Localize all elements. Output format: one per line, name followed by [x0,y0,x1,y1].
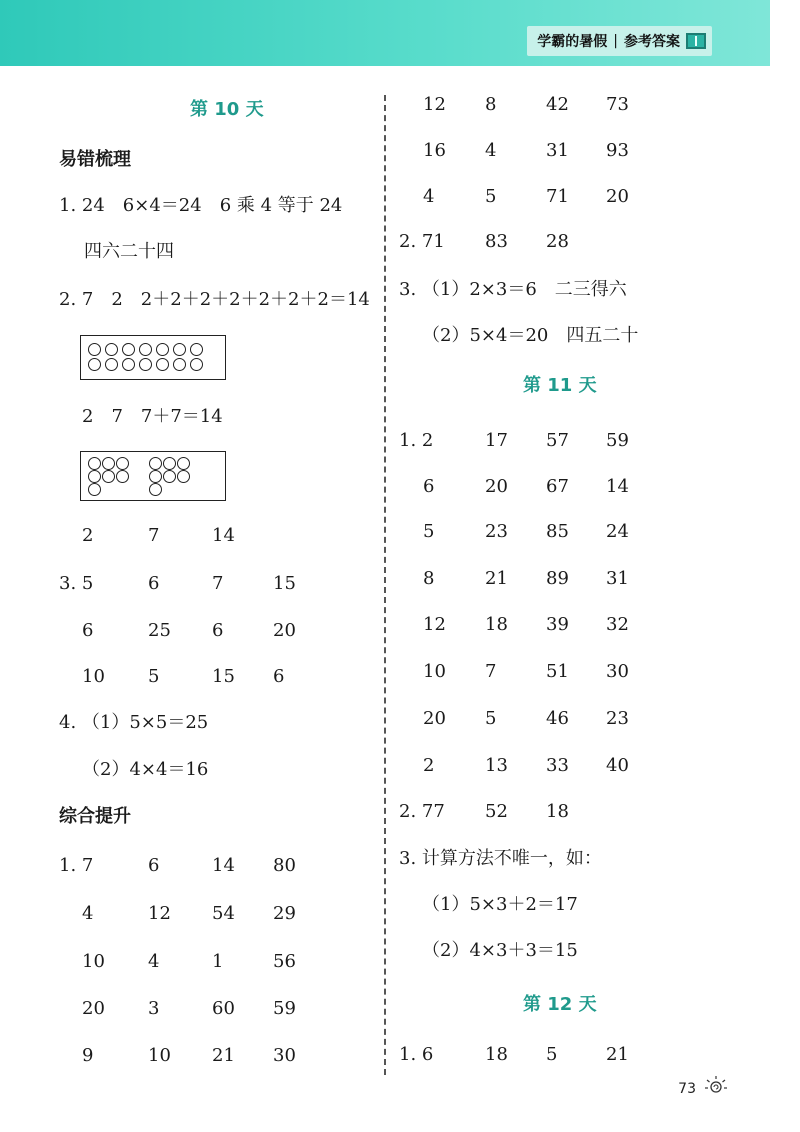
day11-q1-cell: 6 [423,476,435,497]
comp-1-cell: 59 [273,998,296,1019]
section-title-comprehensive: 综合提升 [59,806,131,827]
day11-q1-cell: 20 [485,476,508,497]
day11-q1-cell: 21 [485,568,508,589]
day11-q1-cell: 23 [485,521,508,542]
comp-1-cell: 56 [273,951,296,972]
day11-q1-cell: 8 [423,568,435,589]
day11-q1-cell: 24 [606,521,629,542]
day11-q3-line-2: （2）4×3＋3＝15 [422,940,578,961]
comp-1-cell: 3 [148,998,160,1019]
dot [105,358,118,371]
answer-3-cell: 15 [212,666,235,687]
answer-4-line-2: （2）4×4＝16 [82,759,209,780]
answer-3-cell: 15 [273,573,296,594]
day11-q1-cell: 13 [485,755,508,776]
answer-2-num: 7 [148,525,160,546]
comp-1-cell: 10 [82,951,105,972]
dot [139,343,152,356]
comp-1-cell: 30 [273,1045,296,1066]
dot [116,457,129,470]
dot [122,343,135,356]
comp-1-cell: 1. 7 [59,855,94,876]
day11-q1-cell: 32 [606,614,629,635]
comp-1-cell: 29 [273,903,296,924]
day11-q3-line-1: （1）5×3＋2＝17 [422,894,578,915]
carry-cell: 8 [485,94,497,115]
answer-1-line: 1. 24 6×4＝24 6 乘 4 等于 24 [59,195,343,216]
day11-q1-cell: 67 [546,476,569,497]
day11-q1-cell: 7 [485,661,497,682]
day11-q1-cell: 10 [423,661,446,682]
dot [88,483,101,496]
day11-q1-cell: 89 [546,568,569,589]
day11-q1-cell: 5 [423,521,435,542]
answer-2-num: 2 [82,525,94,546]
comp-1-cell: 12 [148,903,171,924]
dot [88,470,101,483]
day11-q1-cell: 59 [606,430,629,451]
carry-cell: 5 [485,186,497,207]
day12-q1-cell: 5 [546,1044,558,1065]
dot [173,343,186,356]
day11-q1-cell: 51 [546,661,569,682]
answer-3-cell: 20 [273,620,296,641]
answer-3-cell: 7 [212,573,224,594]
day11-q2-cell: 52 [485,801,508,822]
day-12-title: 第 12 天 [523,994,597,1015]
comp-1-cell: 21 [212,1045,235,1066]
day11-q1-cell: 31 [606,568,629,589]
header-banner [0,0,770,66]
carry-answer-3-line-2: （2）5×4＝20 四五二十 [422,325,639,346]
dot [149,457,162,470]
day11-q1-cell: 46 [546,708,569,729]
day11-q1-cell: 30 [606,661,629,682]
answer-3-cell: 6 [148,573,160,594]
day11-q1-cell: 33 [546,755,569,776]
dot [177,470,190,483]
day-10-title: 第 10 天 [190,99,264,120]
day11-q1-cell: 40 [606,755,629,776]
header-separator: | [613,33,618,49]
dot [88,457,101,470]
dot [173,358,186,371]
header-tab [527,26,712,56]
answer-3-cell: 6 [273,666,285,687]
comp-1-cell: 9 [82,1045,94,1066]
dot [102,470,115,483]
dot [88,358,101,371]
day11-q1-cell: 17 [485,430,508,451]
carry-answer-2: 28 [546,231,569,252]
carry-cell: 4 [423,186,435,207]
day11-q1-cell: 85 [546,521,569,542]
comp-1-cell: 10 [148,1045,171,1066]
answer-3-cell: 3. 5 [59,573,94,594]
dot [163,470,176,483]
answer-2-line-b: 2 7 7＋7＝14 [82,406,223,427]
day12-q1-cell: 1. 6 [399,1044,434,1065]
comp-1-cell: 54 [212,903,235,924]
column-divider [384,95,386,1075]
carry-cell: 42 [546,94,569,115]
answer-2-num: 14 [212,525,235,546]
day11-q2-cell: 2. 77 [399,801,445,822]
comp-1-cell: 60 [212,998,235,1019]
dot [105,343,118,356]
comp-1-cell: 14 [212,855,235,876]
day11-q1-cell: 39 [546,614,569,635]
comp-1-cell: 4 [82,903,94,924]
dot [190,343,203,356]
dot [139,358,152,371]
day12-q1-cell: 21 [606,1044,629,1065]
comp-1-cell: 20 [82,998,105,1019]
comp-1-cell: 6 [148,855,160,876]
comp-1-cell: 1 [212,951,224,972]
dot [102,457,115,470]
day11-q1-cell: 57 [546,430,569,451]
answer-4-line-1: 4. （1）5×5＝25 [59,712,209,733]
day11-q1-cell: 12 [423,614,446,635]
dot [149,470,162,483]
dot [156,343,169,356]
dot-grid-2-groups [80,451,226,501]
dot [156,358,169,371]
carry-answer-2: 83 [485,231,508,252]
day12-q1-cell: 18 [485,1044,508,1065]
comp-1-cell: 4 [148,951,160,972]
answer-2-line: 2. 7 2 2＋2＋2＋2＋2＋2＋2＝14 [59,289,370,310]
answer-3-cell: 25 [148,620,171,641]
day11-q1-cell: 14 [606,476,629,497]
carry-cell: 93 [606,140,629,161]
sun-swirl-icon [703,1074,729,1100]
brand-title: 学霸的暑假 [537,34,608,50]
dot [190,358,203,371]
dot [88,343,101,356]
page-number: 73 [678,1081,696,1097]
dot-grid-7-groups [80,335,226,380]
dot [163,457,176,470]
dot [177,457,190,470]
day-11-title: 第 11 天 [523,375,597,396]
dot [116,470,129,483]
carry-cell: 4 [485,140,497,161]
answer-3-cell: 10 [82,666,105,687]
day11-q3-intro: 3. 计算方法不唯一，如： [399,848,602,869]
day11-q1-cell: 2 [423,755,435,776]
carry-cell: 71 [546,186,569,207]
dot [149,483,162,496]
answer-3-cell: 5 [148,666,160,687]
carry-cell: 31 [546,140,569,161]
book-icon [686,33,706,49]
section-title: 参考答案 [624,34,680,50]
carry-cell: 20 [606,186,629,207]
comp-1-cell: 80 [273,855,296,876]
carry-answer-2: 2. 71 [399,231,445,252]
answer-1-reading: 四六二十四 [84,241,174,262]
dot [122,358,135,371]
answer-3-cell: 6 [82,620,94,641]
day11-q1-cell: 23 [606,708,629,729]
carry-cell: 73 [606,94,629,115]
answer-3-cell: 6 [212,620,224,641]
section-title-errors: 易错梳理 [59,149,131,170]
day11-q1-cell: 18 [485,614,508,635]
carry-answer-3-line-1: 3. （1）2×3＝6 二三得六 [399,279,627,300]
carry-cell: 12 [423,94,446,115]
day11-q1-cell: 5 [485,708,497,729]
day11-q2-cell: 18 [546,801,569,822]
day11-q1-cell: 20 [423,708,446,729]
day11-q1-cell: 1. 2 [399,430,434,451]
carry-cell: 16 [423,140,446,161]
